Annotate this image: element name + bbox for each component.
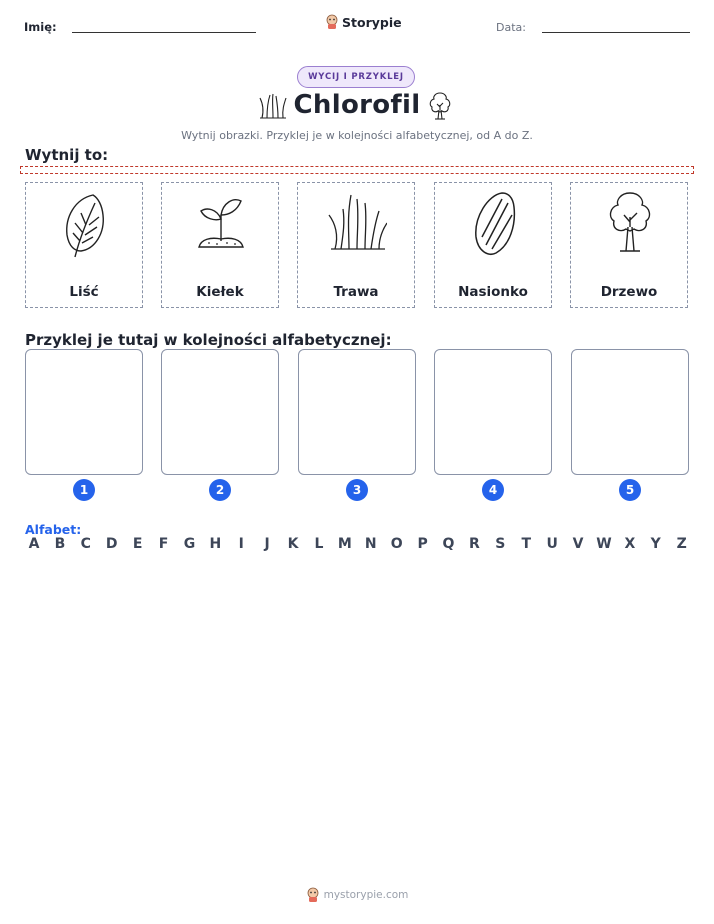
alphabet-letter: U <box>546 536 558 552</box>
alphabet-letter: M <box>337 536 352 552</box>
cutout-card[interactable] <box>570 182 688 308</box>
alphabet-letter: I <box>238 536 244 552</box>
paste-slot[interactable] <box>298 349 416 475</box>
date-line <box>542 32 690 33</box>
cut-heading: Wytnij to: <box>25 146 109 164</box>
alphabet-letter: L <box>314 536 324 552</box>
alphabet-letter: R <box>469 536 480 552</box>
alphabet-heading: Alfabet: <box>25 522 82 537</box>
tree-icon <box>600 189 660 259</box>
alphabet-letter: W <box>596 536 612 552</box>
brand-logo <box>325 14 402 30</box>
alphabet-letter: F <box>158 536 169 552</box>
alphabet-letter: Y <box>650 536 661 552</box>
mascot-icon <box>306 887 320 903</box>
name-label: Imię: <box>24 20 57 34</box>
instructions: Wytnij obrazki. Przyklej je w kolejności alfabetycznej, od A do Z. <box>181 129 533 142</box>
footer-url[interactable]: mystorypie.com <box>323 889 409 901</box>
alphabet-letter: X <box>624 536 636 552</box>
paste-heading: Przyklej je tutaj w kolejności alfabetycznej: <box>25 331 392 349</box>
slot-number: 1 <box>73 479 95 501</box>
grass-icon <box>327 189 387 259</box>
seed-icon <box>464 189 524 259</box>
alphabet-letter: J <box>264 536 270 552</box>
name-line <box>72 32 256 33</box>
slot-number: 2 <box>209 479 231 501</box>
card-label: Kiełek <box>196 284 244 300</box>
leaf-icon <box>55 189 115 259</box>
paste-slot[interactable] <box>434 349 552 475</box>
brand-name: Storypie <box>342 14 402 30</box>
alphabet-letter: A <box>28 536 40 552</box>
paste-slot[interactable] <box>161 349 279 475</box>
alphabet-letter: E <box>132 536 143 552</box>
alphabet-letter: Z <box>676 536 687 552</box>
tree-icon <box>426 91 454 121</box>
alphabet-letter: N <box>364 536 377 552</box>
footer <box>0 887 714 903</box>
cutout-card[interactable] <box>434 182 552 308</box>
alphabet-letter: C <box>80 536 91 552</box>
card-label: Drzewo <box>600 284 658 300</box>
alphabet-letter: O <box>390 536 403 552</box>
alphabet-letter: B <box>54 536 66 552</box>
alphabet-letter: P <box>417 536 428 552</box>
card-label: Liść <box>69 284 99 300</box>
cutout-card[interactable] <box>161 182 279 308</box>
mascot-icon <box>325 14 339 30</box>
page-title: Chlorofil <box>293 90 421 120</box>
sprout-icon <box>191 189 251 259</box>
paste-slot[interactable] <box>25 349 143 475</box>
alphabet-letter: G <box>183 536 196 552</box>
alphabet-letter: T <box>521 536 531 552</box>
cut-line <box>20 166 694 174</box>
slot-number: 3 <box>346 479 368 501</box>
alphabet-letter: H <box>209 536 222 552</box>
slot-number: 4 <box>482 479 504 501</box>
alphabet-letter: D <box>105 536 118 552</box>
alphabet-letter: S <box>495 536 506 552</box>
paste-slot[interactable] <box>571 349 689 475</box>
alphabet-letter: Q <box>442 536 455 552</box>
slot-number: 5 <box>619 479 641 501</box>
cutout-card[interactable] <box>25 182 143 308</box>
card-label: Trawa <box>333 284 379 300</box>
alphabet-letter: V <box>572 536 584 552</box>
date-label: Data: <box>496 21 526 34</box>
cutout-card[interactable] <box>297 182 415 308</box>
card-label: Nasionko <box>458 284 528 300</box>
activity-badge: WYCIJ I PRZYKLEJ <box>297 66 415 88</box>
alphabet-row <box>25 536 691 552</box>
alphabet-letter: K <box>287 536 299 552</box>
